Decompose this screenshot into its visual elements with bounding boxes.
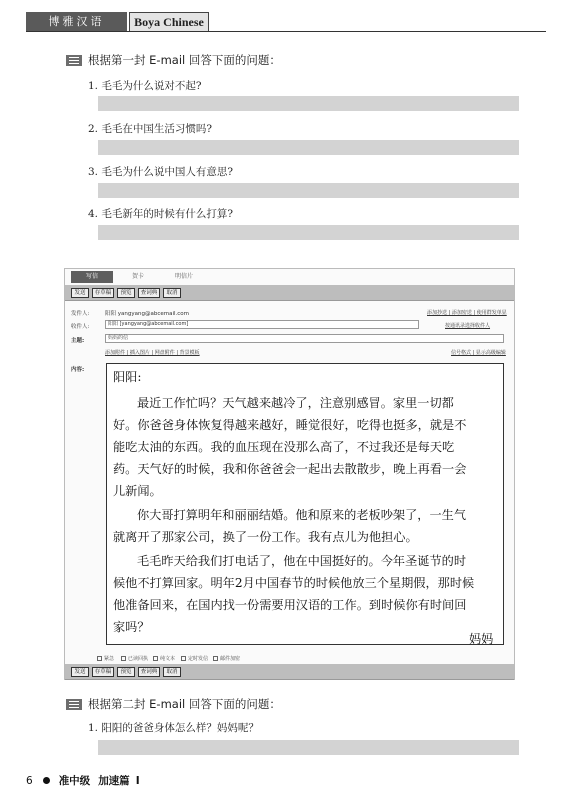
footer-volume: 加速篇: [98, 775, 130, 787]
email-compose-window: [64, 268, 515, 680]
option-label: 邮件加密: [220, 656, 241, 662]
option-label: 紧急: [104, 656, 115, 662]
send-button[interactable]: 发送: [71, 288, 89, 298]
save-draft-button[interactable]: 存草稿: [92, 667, 114, 677]
checkbox-icon: [213, 656, 218, 661]
answer-field-5[interactable]: [98, 740, 519, 755]
content-label: 内容:: [71, 367, 85, 373]
tab-postcard[interactable]: 明信片: [174, 273, 193, 280]
bottom-toolbar: [65, 664, 514, 680]
series-title-cn: 博雅汉语: [26, 12, 127, 32]
email-line: 毛毛昨天给我们打电话了，他在中国挺好的。今年圣诞节的时: [137, 554, 467, 568]
checkbox-icon: [153, 656, 158, 661]
section-heading-2: [66, 52, 281, 68]
header-rule: [26, 31, 546, 32]
tab-write[interactable]: 写信: [71, 271, 113, 283]
answer-field-3[interactable]: [98, 183, 519, 198]
series-title-en: Boya Chinese: [129, 12, 209, 32]
page-number: 6: [26, 774, 33, 787]
email-greeting: 阳阳:: [113, 370, 142, 384]
section-title-2: 根据第一封 E-mail 回答下面的问题：: [88, 53, 281, 67]
subject-field[interactable]: 妈妈的信: [105, 334, 504, 343]
section-title-3: 根据第二封 E-mail 回答下面的问题：: [88, 697, 281, 711]
save-draft-button[interactable]: 存草稿: [92, 288, 114, 298]
email-signature: 妈妈: [469, 632, 494, 646]
email-line: 好。你爸爸身体恢复得越来越好，睡觉很好，吃得也挺多，就是不: [113, 418, 467, 432]
question-2: 2. 毛毛在中国生活习惯吗?: [88, 123, 212, 135]
question-1: 1. 毛毛为什么说对不起?: [88, 80, 202, 92]
option-label: 已读回执: [128, 656, 149, 662]
preview-button[interactable]: 预览: [117, 667, 135, 677]
cancel-button[interactable]: 取消: [163, 288, 181, 298]
dictionary-button[interactable]: 查词典: [138, 667, 160, 677]
option-label: 定时发信: [188, 656, 209, 662]
answer-field-1[interactable]: [98, 96, 519, 111]
bullet-icon: [43, 777, 50, 784]
section-number-2-icon: [66, 55, 82, 66]
from-value: 阳阳 yangyang@abcemail.com: [105, 311, 190, 317]
subject-label: 主题:: [71, 338, 85, 344]
footer-roman: I: [135, 774, 140, 787]
cc-bcc-links[interactable]: 添加抄送 | 添加密送 | 使用群发单显: [427, 310, 507, 316]
from-label: 发件人:: [71, 311, 90, 317]
email-line: 候他不打算回家。明年2月中国春节的时候他放三个星期假，那时候: [113, 576, 475, 590]
option-plain-text[interactable]: [153, 655, 175, 662]
email-line: 儿新闻。: [113, 484, 162, 498]
attachment-links[interactable]: 添加附件 | 插入图片 | 网盘附件 | 背景模板: [105, 350, 200, 356]
email-line: 就离开了那家公司，换了一份工作。我有点儿为他担心。: [113, 530, 418, 544]
preview-button[interactable]: 预览: [117, 288, 135, 298]
email-body[interactable]: [106, 363, 504, 645]
option-label: 纯文本: [160, 656, 176, 662]
top-toolbar: [65, 285, 514, 301]
section-number-3-icon: [66, 699, 82, 710]
checkbox-icon: [121, 656, 126, 661]
page-footer: [26, 773, 140, 788]
option-encrypt[interactable]: [213, 655, 240, 662]
answer-field-2[interactable]: [98, 140, 519, 155]
question-4: 4. 毛毛新年的时候有什么打算?: [88, 208, 233, 220]
email-line: 家吗？: [113, 620, 150, 634]
email-line: 他准备回来，在国内找一份需要用汉语的工作。到时候你有时间回: [113, 598, 467, 612]
option-scheduled[interactable]: [181, 655, 208, 662]
to-field[interactable]: 阳阳 [yangyang@abcemail.com]: [105, 320, 419, 329]
format-links[interactable]: 信号格式 | 显示高级编辑: [451, 350, 506, 356]
email-tabs: [65, 269, 514, 283]
contacts-link[interactable]: 按通讯录选择收件人: [445, 323, 491, 329]
option-read-receipt[interactable]: [121, 655, 148, 662]
to-label: 收件人:: [71, 324, 90, 330]
email-line: 你大哥打算明年和丽丽结婚。他和原来的老板吵架了，一生气: [137, 508, 467, 522]
send-button[interactable]: 发送: [71, 667, 89, 677]
email-line: 药。天气好的时候，我和你爸爸会一起出去散散步，晚上再看一会: [113, 462, 467, 476]
tab-card[interactable]: 贺卡: [131, 273, 144, 280]
question-3: 3. 毛毛为什么说中国人有意思?: [88, 166, 233, 178]
cancel-button[interactable]: 取消: [163, 667, 181, 677]
checkbox-icon: [97, 656, 102, 661]
footer-level: 准中级: [58, 775, 91, 787]
dictionary-button[interactable]: 查词典: [138, 288, 160, 298]
checkbox-icon: [181, 656, 186, 661]
section-heading-3: [66, 696, 281, 712]
email-line: 最近工作忙吗？天气越来越冷了，注意别感冒。家里一切都: [137, 396, 454, 410]
answer-field-4[interactable]: [98, 225, 519, 240]
email-line: 能吃太油的东西。我的血压现在没那么高了，不过我还是每天吃: [113, 440, 455, 454]
option-urgent[interactable]: [97, 655, 114, 662]
question-5: 1. 阳阳的爸爸身体怎么样？妈妈呢？: [88, 722, 259, 734]
